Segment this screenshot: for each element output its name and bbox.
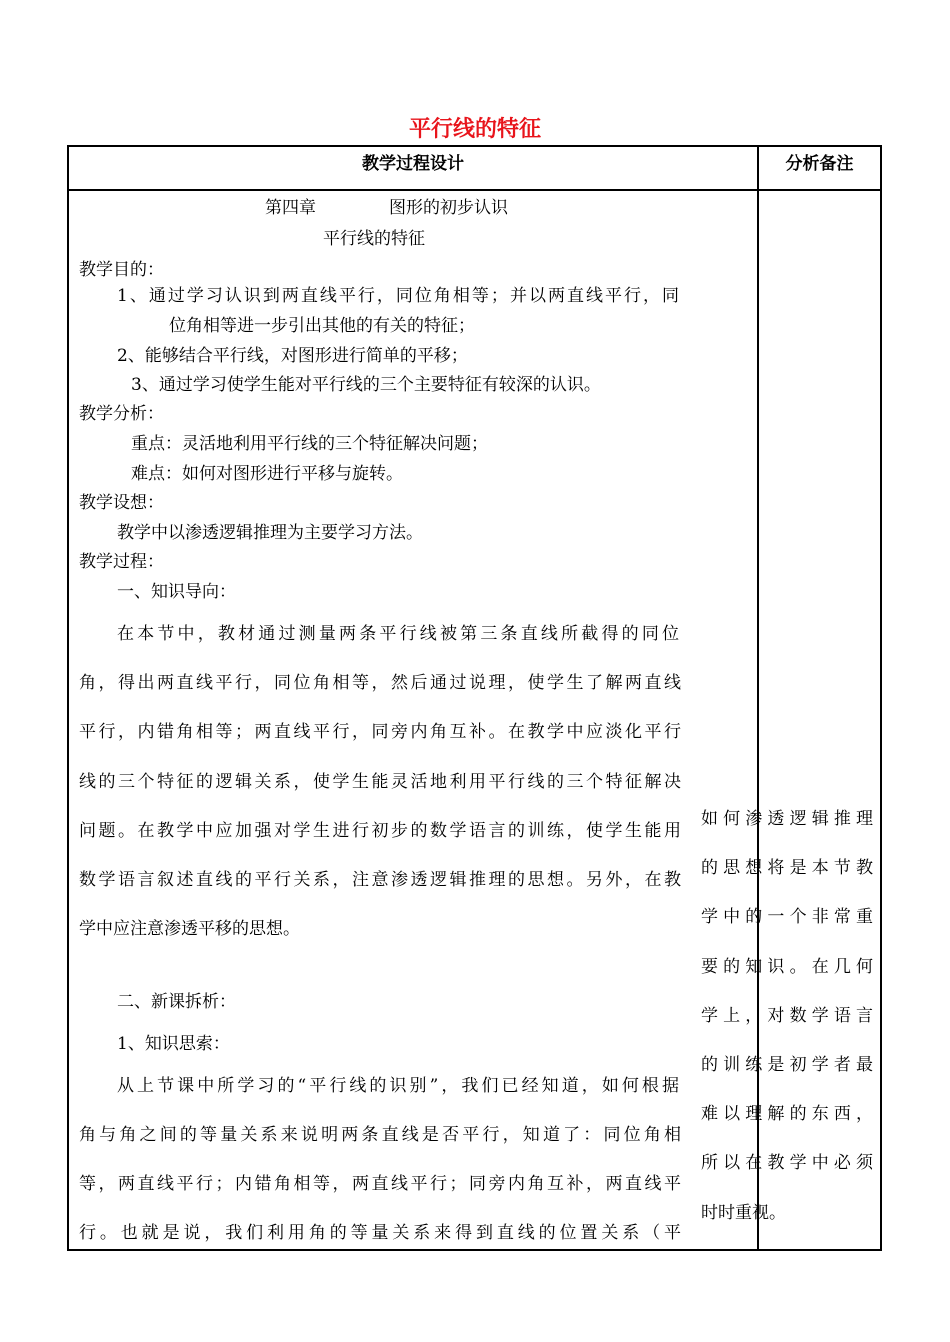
para-1-line: 角，得出两直线平行，同位角相等，然后通过说理，使学生了解两直线 — [79, 673, 681, 693]
note-line: 的思想将是本节教 — [701, 858, 873, 878]
chapter-number: 第四章 — [265, 198, 316, 218]
analysis-heading: 教学分析： — [79, 404, 164, 424]
page-title: 平行线的特征 — [408, 117, 541, 142]
objective-1-line1: 1、通过学习认识到两直线平行，同位角相等；并以两直线平行，同 — [117, 286, 679, 306]
column-divider — [757, 147, 759, 1249]
note-line: 要的知识。在几何 — [701, 957, 873, 977]
para-1-line: 线的三个特征的逻辑关系，使学生能灵活地利用平行线的三个特征解决 — [79, 772, 681, 792]
header-teaching-process: 教学过程设计 — [362, 154, 464, 174]
para-1-line: 问题。在教学中应加强对学生进行初步的数学语言的训练，使学生能用 — [79, 821, 681, 841]
objective-3: 3、通过学习使学生能对平行线的三个主要特征有较深的认识。 — [131, 375, 601, 395]
para-1-line: 数学语言叙述直线的平行关系，注意渗透逻辑推理的思想。另外，在教 — [79, 870, 681, 890]
objectives-heading: 教学目的： — [79, 260, 164, 280]
note-line: 如何渗透逻辑推理 — [701, 809, 873, 829]
para-2-line: 从上节课中所学习的“平行线的识别”，我们已经知道，如何根据 — [117, 1076, 679, 1096]
note-line: 学中的一个非常重 — [701, 907, 873, 927]
objective-1-line2: 位角相等进一步引出其他的有关的特征； — [169, 316, 475, 336]
assumption-heading: 教学设想： — [79, 493, 164, 513]
note-line: 难以理解的东西， — [701, 1104, 873, 1124]
para-2-line: 行。也就是说，我们利用角的等量关系来得到直线的位置关系（平 — [79, 1223, 681, 1243]
para-2-line: 等，两直线平行；内错角相等，两直线平行；同旁内角互补，两直线平 — [79, 1174, 681, 1194]
chapter-topic: 图形的初步认识 — [389, 198, 508, 218]
difficult-point: 难点：如何对图形进行平移与旋转。 — [131, 464, 403, 484]
section-2-heading: 二、新课拆析： — [117, 992, 236, 1012]
para-1-line: 学中应注意渗透平移的思想。 — [79, 919, 300, 939]
header-divider — [69, 189, 880, 191]
para-2-line: 角与角之间的等量关系来说明两条直线是否平行，知道了：同位角相 — [79, 1125, 681, 1145]
para-1-line: 平行，内错角相等；两直线平行，同旁内角互补。在教学中应淡化平行 — [79, 722, 681, 742]
process-heading: 教学过程： — [79, 552, 164, 572]
key-point: 重点：灵活地利用平行线的三个特征解决问题； — [131, 434, 488, 454]
lesson-title: 平行线的特征 — [323, 229, 425, 249]
subsection-1-heading: 1、知识思索： — [117, 1034, 230, 1054]
header-analysis-notes: 分析备注 — [785, 154, 854, 174]
section-1-heading: 一、知识导向： — [117, 582, 236, 602]
note-line: 学上，对数学语言 — [701, 1006, 873, 1026]
assumption-text: 教学中以渗透逻辑推理为主要学习方法。 — [117, 523, 423, 543]
objective-2: 2、能够结合平行线，对图形进行简单的平移； — [117, 346, 468, 366]
note-line: 的训练是初学者最 — [701, 1055, 873, 1075]
note-line: 时时重视。 — [701, 1203, 786, 1223]
para-1-line: 在本节中，教材通过测量两条平行线被第三条直线所截得的同位 — [117, 624, 679, 644]
note-line: 所以在教学中必须 — [701, 1153, 873, 1173]
